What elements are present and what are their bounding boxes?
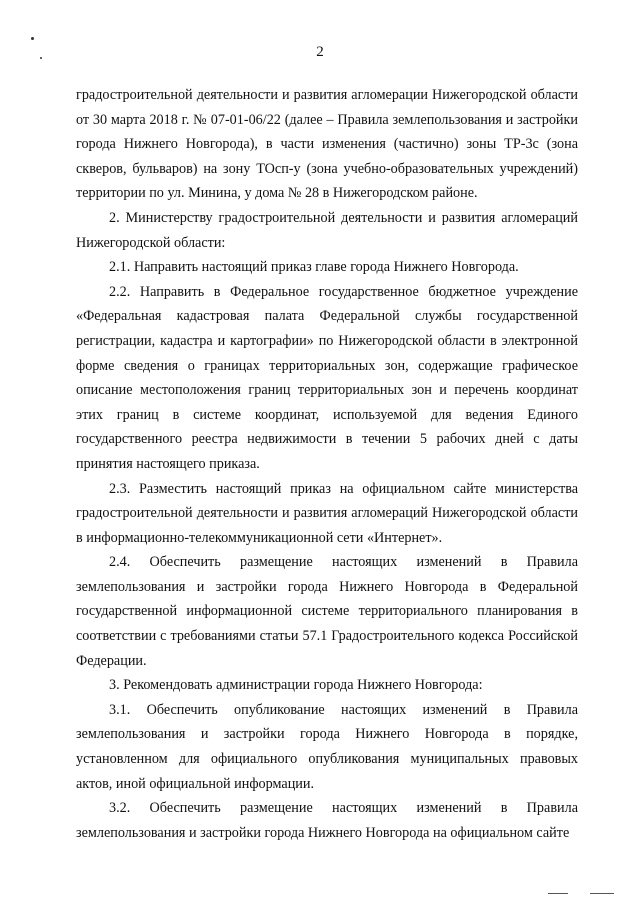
paragraph-item-2: 2. Министерству градостроительной деятельности и развития агломераций Нижегородской области: — [76, 209, 578, 251]
paragraph-item-3: 3. Рекомендовать администрации города Нижнего Новгорода: — [109, 677, 483, 694]
paragraph-continuation: градостроительной деятельности и развития агломерации Нижегородской области от 30 марта 2018 г. № 07-01-06/22 (далее – Правила землепользования и застройки города Нижнего Новгорода), в части изменения (частично) зоны ТР-3с (зона скверов, бульваров) на зону ТОсп-у (зона учебно-образовательных учреждений) территории по ул. Минина, у дома № 28 в Нижегородском районе. — [76, 87, 578, 202]
document-body — [76, 83, 578, 845]
scan-edge-mark — [590, 893, 614, 894]
paragraph-item-3-1: 3.1. Обеспечить опубликование настоящих изменений в Правила землепользования и застройки города Нижнего Новгорода в порядке, установленном для официального опубликования муниципальных правовых актов, иной официальной информации. — [76, 701, 578, 792]
page-number: 2 — [316, 44, 324, 60]
paragraph-item-3-2: 3.2. Обеспечить размещение настоящих изменений в Правила землепользования и застройки города Нижнего Новгорода на официальном сайте — [76, 800, 578, 841]
scan-speck — [31, 37, 34, 40]
paragraph-item-2-4: 2.4. Обеспечить размещение настоящих изменений в Правила землепользования и застройки города Нижнего Новгорода в Федеральной государственной информационной системе территориального планирования в соответствии с требованиями статьи 57.1 Градостроительного кодекса Российской Федерации. — [76, 554, 578, 669]
paragraph-item-2-2: 2.2. Направить в Федеральное государственное бюджетное учреждение «Федеральная кадастровая палата Федеральной службы государственной регистрации, кадастра и картографии» по Нижегородской области в электронной форме сведения о границах территориальных зон, содержащие графическое описание местоположения границ территориальных зон и перечень координат этих границ в системе координат, используемой для ведения Единого государственного реестра недвижимости в течении 5 рабочих дней с даты принятия настоящего приказа. — [76, 283, 578, 472]
scan-edge-mark — [548, 893, 568, 894]
paragraph-item-2-3: 2.3. Разместить настоящий приказ на официальном сайте министерства градостроительной деятельности и развития агломераций Нижегородской области в информационно-телекоммуникационной сети «Интернет». — [76, 480, 578, 546]
paragraph-item-2-1: 2.1. Направить настоящий приказ главе города Нижнего Новгорода. — [109, 259, 519, 276]
